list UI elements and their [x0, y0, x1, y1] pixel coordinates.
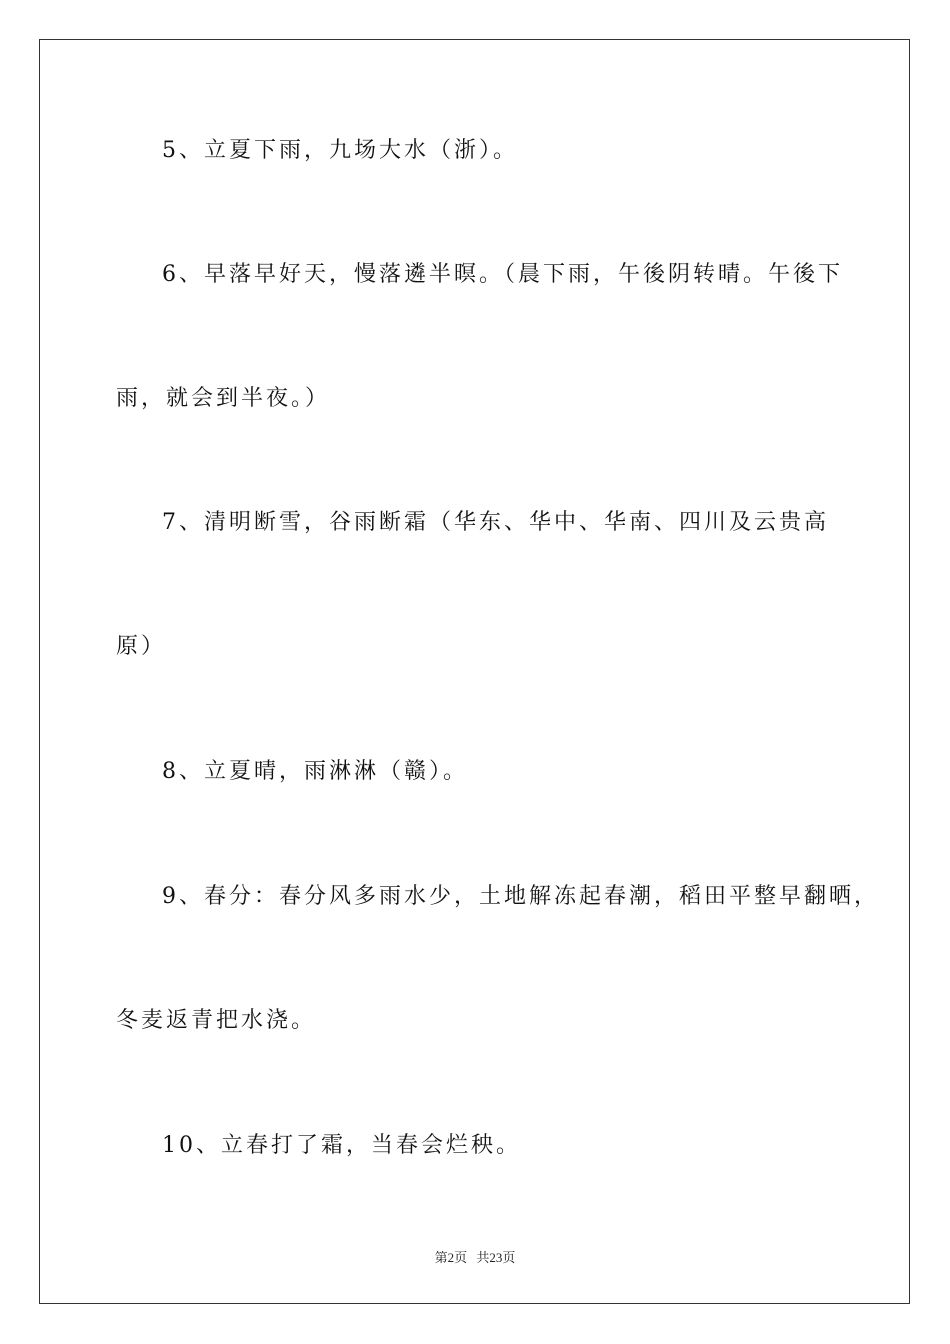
page-footer: [0, 1247, 950, 1266]
proverb-line-9-continued: 冬麦返青把水浇。: [116, 1008, 317, 1033]
proverb-line-7-continued: 原）: [116, 634, 167, 659]
page-number: 第2页: [434, 1250, 468, 1265]
page-frame: [39, 39, 910, 1304]
proverb-line-9: 9、春分：春分风多雨水少，土地解冻起春潮，稻田平整早翻晒，: [162, 884, 879, 909]
proverb-line-5: 5、立夏下雨，九场大水（浙）。: [162, 138, 518, 163]
proverb-line-7: 7、清明断雪，谷雨断霜（华东、华中、华南、四川及云贵高: [162, 510, 829, 535]
proverb-line-6: 6、早落早好天，慢落遴半暝。（晨下雨，午後阴转晴。午後下: [162, 262, 843, 287]
proverb-line-10: 10、立春打了霜，当春会烂秧。: [162, 1133, 521, 1158]
proverb-line-6-continued: 雨，就会到半夜。）: [116, 386, 331, 411]
page-total: 共23页: [476, 1250, 516, 1265]
proverb-line-8: 8、立夏晴，雨淋淋（赣）。: [162, 759, 468, 784]
